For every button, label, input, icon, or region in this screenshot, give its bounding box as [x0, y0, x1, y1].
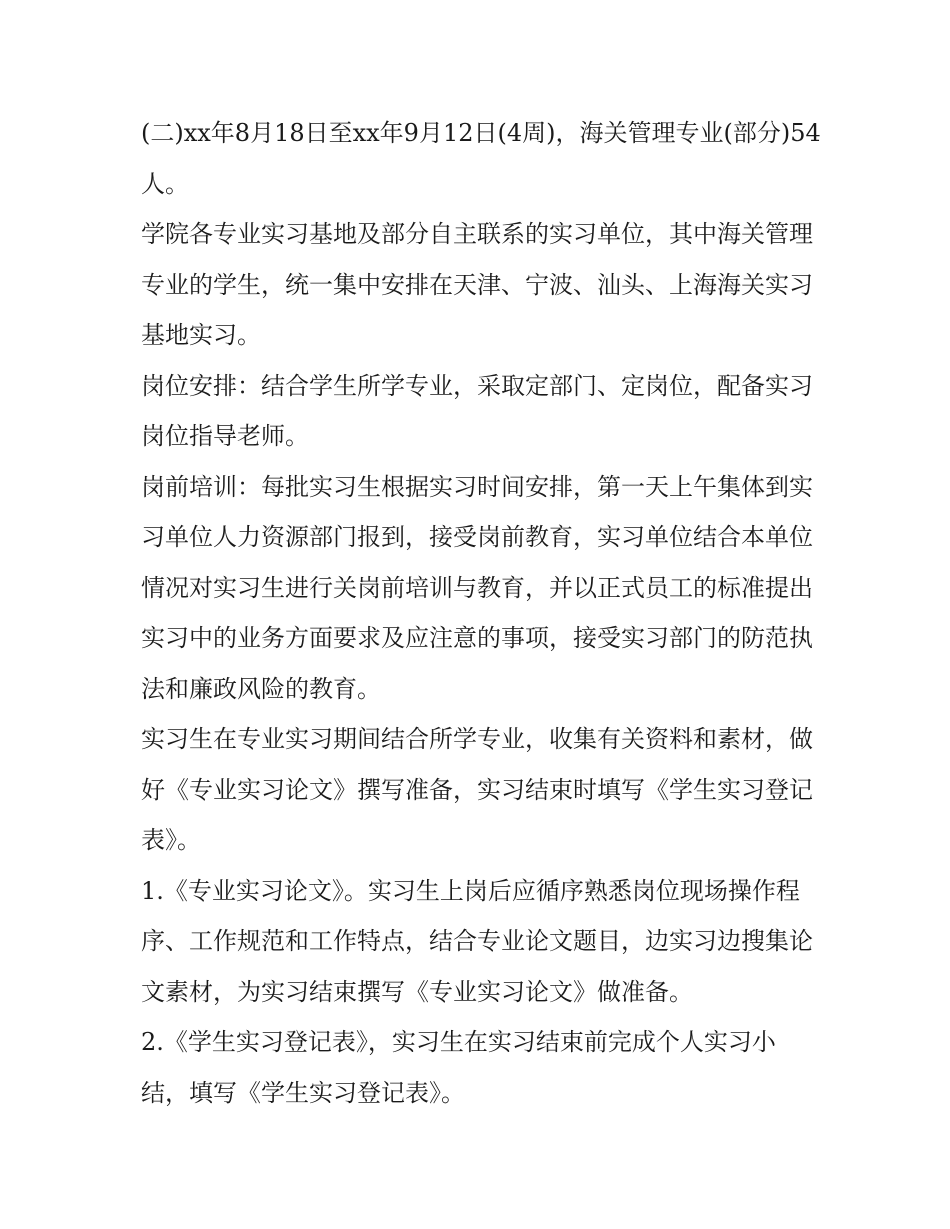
paragraph-internship-schedule: (二)xx年8月18日至xx年9月12日(4周)，海关管理专业(部分)54人。 — [141, 119, 821, 198]
paragraph-internship-bases: 学院各专业实习基地及部分自主联系的实习单位，其中海关管理专业的学生，统一集中安排在天津、宁波、汕头、上海海关实习基地实习。 — [141, 220, 813, 349]
paragraph-pre-job-training: 岗前培训：每批实习生根据实习时间安排，第一天上午集体到实习单位人力资源部门报到，接受岗前教育，实习单位结合本单位情况对实习生进行关岗前培训与教育，并以正式员工的标准提出实习中的业务方面要求及应注意的事项，接受实习部门的防范执法和廉政风险的教育。 — [141, 472, 813, 703]
paragraph-materials-collection: 实习生在专业实习期间结合所学专业，收集有关资料和素材，做好《专业实习论文》撰写准备，实习结束时填写《学生实习登记表》。 — [141, 725, 813, 854]
paragraph-position-arrangement: 岗位安排：结合学生所学专业，采取定部门、定岗位，配备实习岗位指导老师。 — [141, 371, 813, 450]
paragraph-item-2-registration: 2.《学生实习登记表》，实习生在实习结束前完成个人实习小结，填写《学生实习登记表》。 — [141, 1028, 776, 1107]
paragraph-item-1-thesis: 1.《专业实习论文》。实习生上岗后应循序熟悉岗位现场操作程序、工作规范和工作特点，结合专业论文题目，边实习边搜集论文素材，为实习结束撰写《专业实习论文》做准备。 — [141, 876, 813, 1006]
document-body — [141, 108, 821, 1118]
